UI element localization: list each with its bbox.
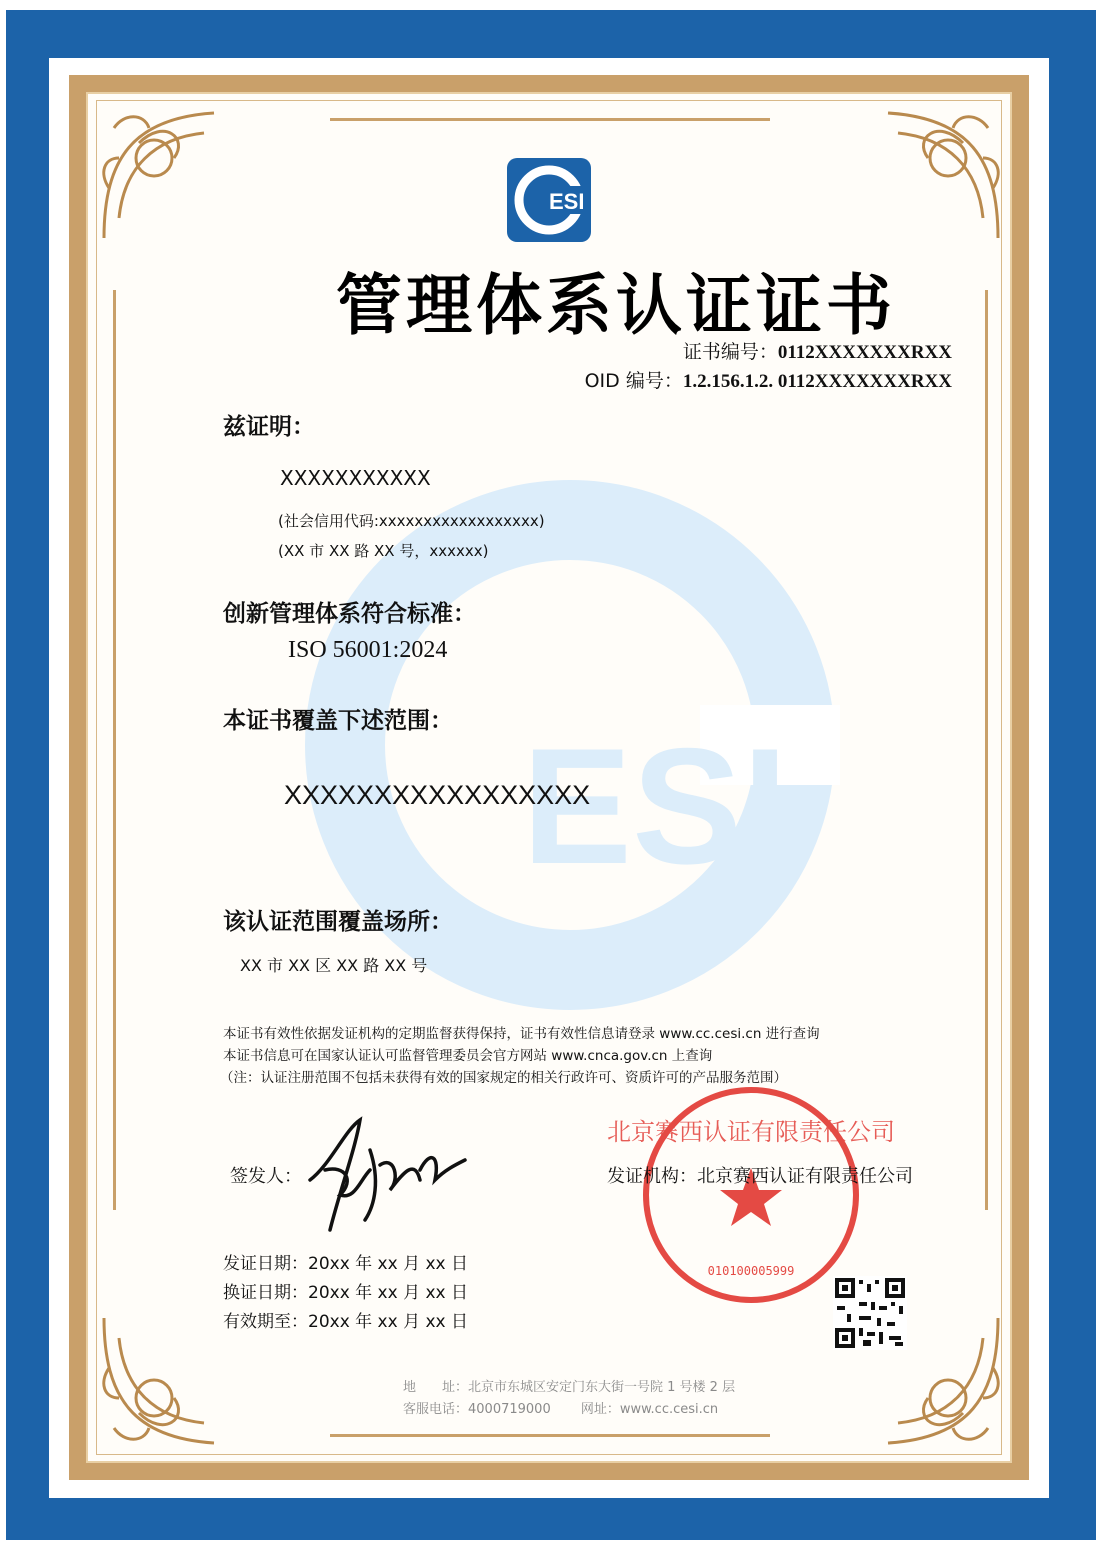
renewal-date: 换证日期：20xx 年 xx 月 xx 日	[223, 1283, 469, 1303]
credit-code: (社会信用代码:xxxxxxxxxxxxxxxxxx)	[278, 512, 545, 530]
scope-heading: 本证书覆盖下述范围：	[223, 708, 453, 734]
issuing-organization: 发证机构：北京赛西认证有限责任公司	[607, 1166, 913, 1187]
oid-label: OID 编号：	[584, 370, 683, 392]
expiry-date: 有效期至：20xx 年 xx 月 xx 日	[223, 1312, 469, 1332]
svg-text:ESI: ESI	[522, 714, 788, 898]
right-gold-rule	[985, 290, 988, 1210]
corner-ornament-top-right	[858, 98, 1008, 248]
top-gold-rule	[330, 118, 770, 121]
footer-address: 地 址：北京市东城区安定门东大街一号院 1 号楼 2 层	[403, 1380, 736, 1395]
scope-disclaimer: （注：认证注册范围不包括未获得有效的国家规定的相关行政许可、资质许可的产品服务范围）	[220, 1070, 787, 1086]
site-heading: 该认证范围覆盖场所：	[223, 909, 453, 935]
scope-value: XXXXXXXXXXXXXXXXX	[284, 780, 591, 810]
bottom-gold-rule	[330, 1434, 770, 1437]
standard-heading: 创新管理体系符合标准：	[223, 601, 476, 627]
cert-no-label: 证书编号：	[682, 341, 778, 363]
seal-text: 北京赛西认证有限责任公司	[607, 1118, 895, 1146]
certificate-numbers	[585, 338, 952, 396]
certificate-title: 管理体系认证证书	[336, 266, 896, 344]
cert-no-value: 0112XXXXXXXRXX	[777, 342, 952, 363]
validity-note: 本证书有效性依据发证机构的定期监督获得保持，证书有效性信息请登录 www.cc.cesi.cn 进行查询	[223, 1026, 820, 1042]
organization-name: XXXXXXXXXXX	[280, 466, 431, 490]
site-value: XX 市 XX 区 XX 路 XX 号	[240, 956, 428, 975]
handwritten-signature	[300, 1110, 470, 1240]
seal-number: 010100005999	[707, 1264, 795, 1278]
qr-code[interactable]	[833, 1276, 907, 1350]
official-seal	[607, 1080, 895, 1310]
signer-label: 签发人：	[230, 1166, 302, 1187]
standard-value: ISO 56001:2024	[288, 637, 448, 663]
issue-date: 发证日期：20xx 年 xx 月 xx 日	[223, 1254, 469, 1274]
footer-contact: 客服电话：4000719000 网址：www.cc.cesi.cn	[403, 1402, 719, 1417]
left-gold-rule	[113, 290, 116, 1210]
corner-ornament-bottom-left	[94, 1308, 244, 1458]
esi-logo	[507, 158, 591, 242]
oid-value: 1.2.156.1.2. 0112XXXXXXXRXX	[682, 371, 952, 392]
corner-ornament-top-left	[94, 98, 244, 248]
logo-text: ESI	[549, 189, 585, 214]
certify-heading: 兹证明：	[223, 414, 315, 440]
cnca-note: 本证书信息可在国家认证认可监督管理委员会官方网站 www.cnca.gov.cn 上查询	[223, 1048, 713, 1064]
organization-address: (XX 市 XX 路 XX 号，xxxxxx)	[278, 542, 489, 560]
